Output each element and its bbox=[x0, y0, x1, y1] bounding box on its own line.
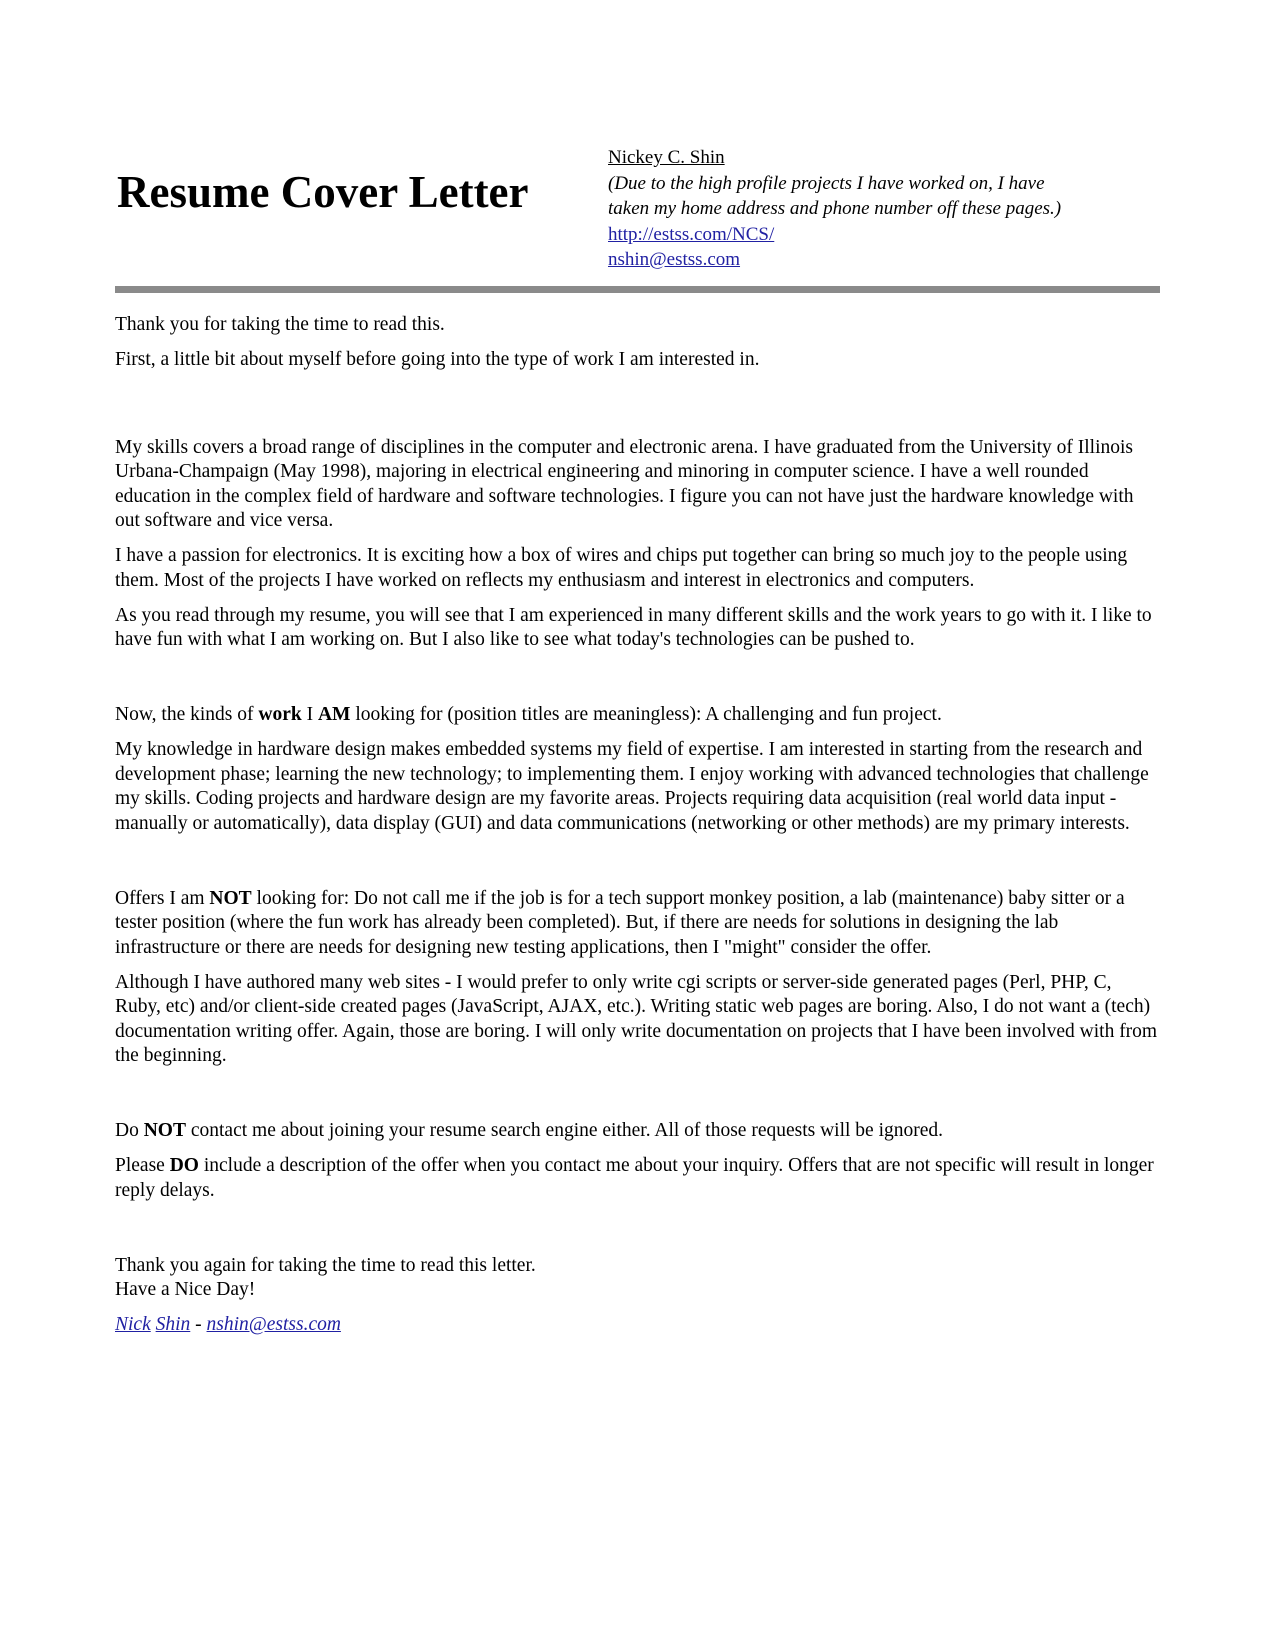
closing-line1: Thank you again for taking the time to read this letter. bbox=[115, 1254, 536, 1276]
text-segment: Offers I am bbox=[115, 887, 210, 909]
section-gap bbox=[115, 383, 1160, 436]
paragraph-not-looking bbox=[115, 887, 1160, 961]
contact-email-row bbox=[608, 247, 1160, 273]
text-segment: I bbox=[301, 704, 318, 725]
website-link[interactable]: http://estss.com/NCS/ bbox=[608, 223, 775, 245]
paragraph-skills: My skills covers a broad range of disciplines in the computer and electronic arena. I have graduated from the University of Illinois Urbana-Champaign (May 1998), majoring in electrical engineering and minoring in computer science. I have a well rounded education in the complex field of hardware and software technologies. I figure you can not have just the hardware knowledge with out software and vice versa. bbox=[115, 436, 1134, 531]
text-segment: looking for (position titles are meaningless): A challenging and fun project. bbox=[350, 704, 942, 725]
paragraph-about: First, a little bit about myself before going into the type of work I am interested in. bbox=[115, 348, 760, 370]
closing-line2: Have a Nice Day! bbox=[115, 1279, 256, 1300]
text-segment: include a description of the offer when you contact me about your inquiry. Offers that are not specific will result in longer reply delays. bbox=[115, 1155, 1154, 1201]
privacy-note-line1: (Due to the high profile projects I have worked on, I have bbox=[608, 172, 1045, 194]
paragraph-thanks: Thank you for taking the time to read this. bbox=[115, 313, 445, 335]
horizontal-rule bbox=[115, 286, 1160, 293]
text-segment: Do bbox=[115, 1120, 144, 1141]
paragraph-please-do bbox=[115, 1154, 1160, 1203]
signature-separator: - bbox=[190, 1314, 207, 1335]
contact-block bbox=[608, 145, 1160, 273]
paragraph-closing bbox=[115, 1254, 1160, 1303]
contact-url-row bbox=[608, 222, 1160, 248]
bold-word-not: NOT bbox=[209, 887, 252, 909]
paragraph-passion: I have a passion for electronics. It is exciting how a box of wires and chips put together can bring so much joy to the people using them. Most of the projects I have worked on reflects my enthusiasm and interest in electronics and computers. bbox=[115, 545, 1128, 591]
section-gap bbox=[115, 1214, 1160, 1254]
paragraph-resume: As you read through my resume, you will see that I am experienced in many different skills and the work years to go with it. I like to have fun with what I am working on. But I also like to see what today's technologies can be pushed to. bbox=[115, 604, 1152, 650]
signature-last-name-link[interactable]: Shin bbox=[155, 1314, 191, 1335]
letter-header bbox=[115, 145, 1160, 273]
paragraph-no-search-engine bbox=[115, 1119, 1160, 1144]
section-gap bbox=[115, 663, 1160, 703]
text-segment: looking for: Do not call me if the job is for a tech support monkey position, a lab (maintenance) baby sitter or a tester position (where the fun work has already been completed). But, if there are needs for solutions in designing the lab infrastructure or there are needs for designing new testing applications, then I "might" consider the offer. bbox=[115, 887, 1125, 958]
letter-body bbox=[115, 313, 1160, 1338]
bold-word-do: DO bbox=[169, 1155, 199, 1176]
signature-first-name-link[interactable]: Nick bbox=[115, 1314, 151, 1335]
text-segment: Please bbox=[115, 1155, 170, 1176]
signature-line bbox=[115, 1313, 1160, 1338]
paragraph-knowledge: My knowledge in hardware design makes embedded systems my field of expertise. I am interested in starting from the research and development phase; learning the new technology; to implementing them. I enjoy working with advanced technologies that challenge my skills. Coding projects and hardware design are my favorite areas. Projects requiring data acquisition (real world data input - manually or automatically), data display (GUI) and data communications (networking or other methods) are my primary interests. bbox=[115, 739, 1149, 834]
section-gap bbox=[115, 847, 1160, 887]
text-segment: Now, the kinds of bbox=[115, 704, 259, 725]
contact-name: Nickey C. Shin bbox=[608, 147, 725, 168]
section-gap bbox=[115, 1079, 1160, 1119]
paragraph-websites: Although I have authored many web sites - I would prefer to only write cgi scripts or server-side generated pages (Perl, PHP, C, Ruby, etc) and/or client-side created pages (JavaScript, AJAX, etc.). Writing static web pages are boring. Also, I do not want a (tech) documentation writing offer. Again, those are boring. I will only write documentation on projects that I have been involved with from the beginning. bbox=[115, 971, 1158, 1066]
title-block bbox=[115, 145, 608, 218]
bold-word-work: work bbox=[258, 704, 302, 725]
text-segment: contact me about joining your resume search engine either. All of those requests will be ignored. bbox=[185, 1120, 944, 1141]
signature-email-link[interactable]: nshin@estss.com bbox=[206, 1314, 341, 1335]
privacy-note bbox=[608, 171, 1160, 222]
bold-word-not: NOT bbox=[143, 1120, 186, 1141]
paragraph-work-wanted bbox=[115, 703, 1160, 728]
privacy-note-line2: taken my home address and phone number off these pages.) bbox=[608, 198, 1062, 219]
bold-word-am: AM bbox=[317, 704, 351, 725]
email-link[interactable]: nshin@estss.com bbox=[608, 249, 741, 270]
page-title: Resume Cover Letter bbox=[117, 167, 529, 217]
